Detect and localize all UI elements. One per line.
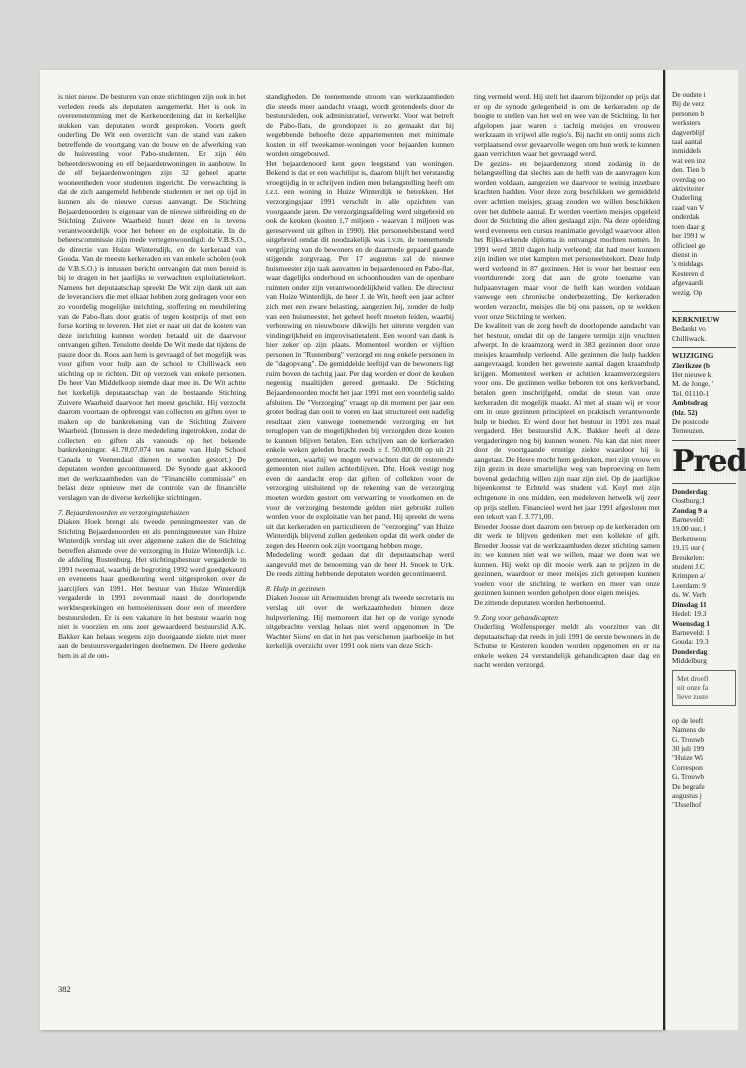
kerknieuws-heading: KERKNIEUW [672, 314, 720, 324]
text-line: taal aantal [672, 137, 703, 147]
text-line: 19.00 uur, l [672, 524, 706, 534]
text-line: Ouderling [672, 193, 702, 203]
text-line: Barneveld: 1 [672, 627, 710, 637]
page-number: 382 [58, 984, 71, 994]
text-line: overdag oo [672, 174, 706, 184]
announcement-box [672, 670, 736, 706]
text-line: Het nieuwe k [672, 369, 712, 379]
text-line: wezig. Op [672, 287, 703, 297]
text-line: uit onze fa [677, 682, 709, 692]
paragraph: Broeder Joosse doet daarom een beroep op de kerkeraden om dit werk te blijven gedenken met een kollekte of gift. Broeder Joosse vat de werkzaamheden dezer stichting samen in: we kunnen niet wat we willen, maar we doen wat we kunnen. Hij wekt op dit mooie werk aan te prijzen in de gezinnen, waardoor er meer meisjes zich geroepen kunnen voelen voor de stichting te werken en meer van onze gezinnen kunnen worden geholpen door eigen meisjes. [474, 521, 660, 598]
text-line: Donderdag [672, 486, 708, 496]
text-line: Ambtsdrag [672, 398, 708, 408]
text-line: op de leeft [672, 715, 704, 725]
text-line: Kesteren d [672, 268, 704, 278]
text-line: officieel ge [672, 240, 706, 250]
right-page [666, 70, 746, 1030]
left-page [40, 70, 665, 1030]
text-line: 19.15 uur ( [672, 543, 705, 553]
paragraph: De kwaliteit van de zorg heeft de doorlopende aandacht van het bestuur, omdat dit op de langere termijn zijn vruchten afwerpt. In de kraamzorg werd in 383 gezinnen door onze meisjes kraamhulp verleend. Alle gezinnen die hulp hadden aangevraagd, konden het gewenste aantal dagen kraamhulp krijgen. Momenteel werken er achttien kraamverzorgsters voor ons. De gezinnen welke beboren tot ons kerkverband, betalen geen inschrijfgeld, omdat de steun van onze kerkeraden dit mogelijk maakt. Al met al staan wij er voor om in onze gezinnen principieel en praktisch verantwoorde hulp te bieden. Er werd door het bestuur in 1991 zes maal vergaderd. Het bestuurslid A.K. Bakker heeft al deze vergaderingen nog bij kunnen wonen. Nu kan dat niet meer door de voortgaande ernstige ziekte waardoor hij is aangetast. De Heere mocht hem gedenken, met zijn vrouw en zijn gezin in deze smartelijke weg van beproeving en hem bovenal gedachtig willen zijn naar zijn ziel. Op de jaarlijkse bijeenkomst te Echteld was student v.d. Kuyl met zijn echtgenote in ons midden, een medeleven hetwelk wij zeer op prijs stellen. Financieel werd het jaar 1991 afgesloten met een tekort van f. 3.771,00. [474, 321, 660, 522]
preekbeurten-list [672, 487, 736, 666]
text-line: Bedankt vo [672, 324, 706, 334]
text-line: Oostburg:1 [672, 496, 706, 506]
paragraph: De zittende deputaten worden herbenoemd. [474, 597, 606, 607]
text-line: dagverblijf [672, 127, 705, 137]
column-1 [58, 92, 246, 1012]
text-line: personen b [672, 108, 705, 118]
text-line: M. de Jonge, ' [672, 379, 714, 389]
kerknieuws-text [672, 324, 736, 343]
text-line: aktiviteiter [672, 184, 705, 194]
text-line: toen daar g [672, 221, 705, 231]
section-heading: 7. Bejaardenoorden en verzorgingstehuizen [58, 507, 190, 517]
column-2 [266, 92, 454, 1012]
ambtsdrager-text [672, 398, 736, 436]
text-line: dienst in [672, 249, 698, 259]
family-notice-text [672, 716, 736, 810]
paragraph: Diaken Joosse uit Arnemuiden brengt als tweede secretaris nu verslag uit over de werkzaamheden binnen deze hulpverlening. Hij memoreert dat het op de vorige synode uitgebrachte verslag helaas niet werd opgenomen in 'De Wachter Sions' en dat in het pas verschenen jaarboekje in het kerkelijk overzicht over 1991 ook niets van deze Stich- [266, 593, 454, 651]
text-line: Hedel: 19.3 [672, 609, 707, 619]
paragraph: Mededeling wordt gedaan dat dit deputaatschap werd aangevuld met de benoeming van de heer H. Snoek te Urk. De reeds zitting hebbende deputaten worden gecontinueerd. [266, 550, 454, 579]
paragraph: De gezins- en bejaardenzorg stond zodanig in de belangstelling dat slechts aan de helft van de aanvragen kon worden voldaan, aangezien we daarvoor te weinig inzetbare krachten hadden. Voor deze zorg beschikken we gemiddeld over achttien meisjes, graag zouden we willen beschikken over het dubbele aantal. Er werden veertien meisjes opgeleid door de Stichting die allen geslaagd zijn. Na deze opleiding werd eveneens een cursus reanimatie gevolgd waarvoor allen het Rijks-erkende diploma in ontvangst mochten nemen. In 1991 werd 3810 dagen hulp verleend; dat had meer kunnen zijn indien we niet kampten met personeelstekort. Deze hulp werd verleend in 87 gezinnen. Het is voor het bestuur een voortdurende zorg dat aan de grote toename van hulpaanvragen maar voor de helft kan worden voldaan vanwege een chronische onderbezetting. De kerkeraden worden verzocht, meisjes die bij ons passen, op te wekken voor onze Stichting te werken. [474, 158, 660, 321]
text-line: Barneveld: [672, 515, 705, 525]
text-line: Chilliwack. [672, 333, 707, 343]
text-line: student J.C [672, 562, 705, 572]
text-line: Namens de [672, 725, 706, 735]
paragraph: Het bejaardenoord kent geen leegstand van woningen. Bekend is dat er een wachtlijst is, daarom blijft het verstandig vroegtijdig in te schrijven indien men belangstelling heeft om t.z.t. een woning in Huize Winterdijk te betrekken. Het verzorgingsjaar 1991 verschilt in alle opzichten van voorgaande jaren. De verzorgingsafdeling werd uitgebreid en ook de keuken (kosten 1,7 miljoen - waarvan 1 miljoen was gereserveerd uit giften in 1990). Het personeelsbestand werd uitgebreid omdat dit noodzakelijk was i.v.m. de toenemende vergrijzing van de bewoners en de daarmede gepaard gaande stijgende zorgvraag. Per 17 augustus zal de nieuwe huismeester zijn taak aanvatten in bejaardenoord en Pabo-flat, waar dagelijks onderhoud en schoonhouden van de openbare ruimten onder zijn verantwoordelijkheid vallen. De directeur van Huize Winterdijk, de heer J. de Wit, heeft een jaar achter zich met een zware belasting, aangezien hij, zonder de hulp van een huismeester, het geheel heeft moeten leiden, waarbij verbouwing en nieuwbouw dikwijls het uiterste vergden van vindingrijkheid en improvisatietalent. Een woord van dank is hier zeker op zijn plaats. Momenteel worden er vijftien personen in "Rustenburg" verzorgd en nog enkele personen in de "dagopvang". De gemiddelde leeftijd van de bewoners ligt ruim boven de tachtig jaar. Per dag worden er door de keuken negentig maaltijden gereed gemaakt. De Stichting Bejaardenoorden mocht het jaar 1991 met een voordelig saldo afsluiten. De "Verzorging" vraagt op dit moment per jaar een groter bedrag dan ooit te voren en laat structureel een nadelig resultaat zien vanwege toenemende verzorging en het teruglopen van de mogelijkheden bij verzorgden deze kosten te kunnen blijven betalen. Een schrijven aan de kerkeraden enkele weken geleden bracht reeds ± f. 50.000,00 op uit 21 gemeenten, waarbij we mogen verwachten dat de resterende gemeenten niet zullen achterblijven. Dhr. Hoek vestigt nog even de aandacht erop dat giften of collekten voor de verzorging uitsluitend op de rekening van de verzorging moeten worden gestort om verwarring te voorkomen en de voor de verzorging bestemde gelden niet gebruikt zullen worden voor de exploitatie van het pand. Hij spreekt de wens uit dat kerkeraden en particulieren de "verzorging" van Huize Winterdijk blijvend zullen gedenken opdat dit werk onder de zegen des Heeren ook zijn voortgang hebben moge. [266, 158, 454, 550]
text-line: Zierikzee (b [672, 360, 710, 370]
text-line: De begrafe [672, 781, 705, 791]
text-line: ber 1991 w [672, 231, 706, 241]
column-3 [474, 92, 660, 1012]
text-line: Breukelen: [672, 552, 705, 562]
text-line: werksters [672, 118, 701, 128]
wijzigingen-text [672, 361, 736, 399]
text-line: G. Trouwb [672, 734, 705, 744]
text-line: Berkenwou [672, 533, 707, 543]
text-line: Donderdag [672, 646, 708, 656]
text-line: ds. W. Verh [672, 590, 706, 600]
right-page-column [672, 90, 746, 810]
paragraph: Diaken Hoek brengt als tweede penningmeester van de Stichting Bejaardenoorden en als penningmeester van Huize Winterdijk verslag uit over algemene zaken die de Stichting betreffen alsmede over de verzorging in Huize Winterdijk i.c. de afdeling Rustenburg. Het stichtingsbestuur vergaderde in 1991 tweemaal, waarbij de begroting 1992 werd goedgekeurd en eveneens haar goedkeuring werd uitgesproken over de jaarcijfers van 1991. Het bestuur van Huize Winterdijk vergaderde in 1991 zevenmaal naast de doorlopende werkbesprekingen en bemoeienissen door een of meerdere bestuursleden. Er is een vakature in het bestuur waarin nog niet is voorzien en ons zeer gewaardeerd bestuurslid A.K. Bakker kan helaas wegens zijn doorgaande ziekte niet meer aan de bestuursvergaderingen deelnemen. De Heere gedenke hem in al de om- [58, 517, 246, 660]
paragraph: ting vermeld werd. Hij stelt het daarom bijzonder op prijs dat er op de synode gelegenheid is om de kerkeraden op de hoogte te stellen van het wel en wee van de Stichting. In het afgelopen jaar waren ± tachtig meisjes en vrouwen werkzaam in vrijwel alle regio's. Bij nacht en ontij soms zich verplaatsend over gevaarvolle wegen om hun werk te kunnen gaan verrichten waar het gevraagd werd. [474, 92, 660, 159]
text-line: Terneuzen. [672, 426, 705, 436]
text-line: Tel. 01110-1 [672, 388, 710, 398]
paragraph: Ouderling Wolfensperger meldt als voorzitter van dit deputaatschap dat reeds in juli 1991 de eerste bewoners in de Schutse te Kesteren konden worden opgenomen en er na enkele weken 24 verstandelijk gehandicapten daar dag en nacht werden verzorgd. [474, 622, 660, 670]
text-line: De oudste i [672, 90, 706, 99]
text-line: afgevaardi [672, 278, 704, 288]
text-line: (blz. 52) [672, 407, 698, 417]
text-line: Middelburg [672, 656, 707, 666]
text-line: Bij de verz [672, 99, 705, 109]
paragraph: is niet nieuw. De besturen van onze stichtingen zijn ook in het verleden reeds als deputaten aangemerkt. Het is ook in overeenstemming met de Kerkenordening dat in kerkelijke stukken van deputaten wordt gesproken. Voorts geeft ouderling De Wit een overzicht van de stand van zaken betreffende de voortgang van de bouw en de afwerking van de huisvesting voor Pabo-studenten. Er zijn één beheerderswoning en elf bejaardenwoningen in aanbouw. In de elf bejaardenwoningen zijn 32 geheel aparte wooneenheden voor studenten ingericht. De verwachting is dat de zich aangemeld hebbende studenten er net op tijd in kunnen als de nieuwe cursus aanvangt. De Stichting Bejaardenoorden is eigenaar van de nieuwe uitbreiding en de Stichting Zuivere Waarheid huurt deze en is tevens verantwoordelijk voor het beheer en de exploitatie. In de beheerscommissie zijn mede vertegenwoordigd: de V.B.S.O., de directie van Huize Wintersdijk, en de kerkeraad van Gouda. Van de meeste kerkeraden en van enkele scholen (ook de V.B.S.O.) is intussen bericht ontvangen dat men bereid is bij te dragen in het jaarlijks te verwachten exploitatietekort. Namens het deputaatschap spreekt De Wit zijn dank uit aan de leveranciers die met elkaar hebben zorg gedragen voor een zo voordelig mogelijke inrichting, stoffering en meubilering van de Pabo-flats door gratis of tegen kostprijs of met een forse korting te leveren. Het ziet er naar uit dat de kosten van deze inrichting kunnen worden betaald uit de daarvoor ontvangen giften. Tenslotte deelde De Wit mede dat tijdens de pauze door ds. Roos aan hem is gevraagd of het mogelijk was voor giften voor hulp aan de school te Chilliwack een stichting op te richten. Dit op verzoek van enkele personen. De heer Van Middelkoop stemde daar mee in. De Wit achtte het kerkelijk deputaatschap van de bestaande Stichting Zuivere Waarheid daarvoor het meest geschikt. Hij verzocht daarom voortaan de opbrengst van collecten en giften over te maken op de bankrekening van de Stichting Zuivere Waarheid. (Intussen is deze mededeling ingetrokken, zodat de collecten en giften als vanouds op het bekende bankrekeningnr. 41.78.07.074 ten name van Hulp School Canada te Veenendaal dienen te worden gestort.) De deputaten worden gecontinueerd. De Synode gaat akkoord met de werkzaamheden van de "Financiële commissie" en belast deze opnieuw met de controle van de financiële verslagen van de diverse kerkelijke stichtingen. [58, 92, 246, 502]
text-line: "Huize Wi [672, 753, 704, 763]
text-line: Woensdag 1 [672, 618, 710, 628]
text-line: 30 juli 199 [672, 743, 705, 753]
text-line: inmiddels [672, 146, 702, 156]
text-line: lieve zuste [677, 692, 709, 702]
text-line: Dinsdag 11 [672, 599, 707, 609]
text-line: den. Tien b [672, 165, 706, 175]
section-heading: 8. Hulp in gezinnen [266, 583, 326, 593]
text-line: wat een inz [672, 155, 706, 165]
text-line: Krimpen a/ [672, 571, 706, 581]
text-line: De postcode [672, 417, 709, 426]
text-line: G. Trouwb [672, 772, 705, 782]
text-line: Zondag 9 a [672, 505, 708, 515]
text-line: 's middags [672, 259, 704, 269]
text-line: Gouda: 19.3 [672, 637, 709, 647]
section-heading: 9. Zorg voor gehandicapten [474, 612, 558, 622]
right-page-top-text [672, 90, 736, 297]
masthead-logo: Pred [672, 443, 746, 479]
text-line: Met droefl [677, 673, 709, 683]
text-line: Correspon [672, 762, 703, 772]
text-line: raad van V [672, 202, 705, 212]
wijzigingen-heading: WIJZIGING [672, 351, 714, 361]
text-line: "IJsselhof [672, 800, 702, 810]
text-line: Leerdam: 9 [672, 580, 706, 590]
paragraph: standigheden. De toenemende stroom van werkzaamheden die steeds meer aandacht vraagt, wordt grotendeels door de bestuursleden, ook administratief, verwerkt. Voor wat betreft de Pabo-flats, de grondopzet is zo gemaakt dat bij wegebbende behoefte deze appartementen met minimale kosten in elf tweekamer-woningen voor bejaarden kunnen worden omgebouwd. [266, 92, 454, 159]
text-line: onderdak [672, 212, 700, 222]
text-line: augustus j [672, 791, 702, 800]
